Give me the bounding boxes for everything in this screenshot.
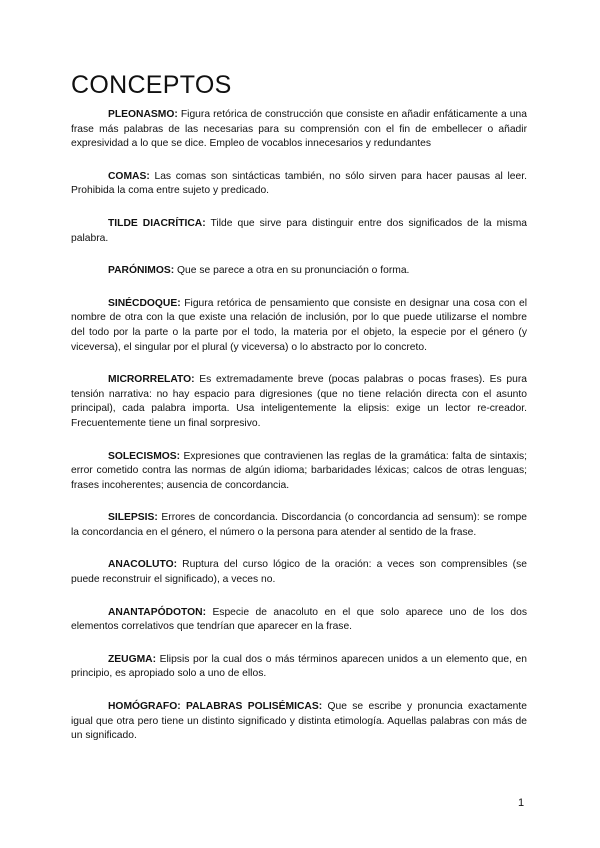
entry-term: SINÉCDOQUE: [108,297,181,309]
entry-term: ZEUGMA: [108,653,157,665]
entry-term: COMAS: [108,170,150,182]
entry-zeugma [71,653,527,682]
entry-definition: Que se parece a otra en su pronunciación o forma. [174,265,410,277]
entry-anacoluto [71,558,527,587]
entry-definition: Especie de anacoluto en el que solo aparece uno de los dos elementos correlativos que tendrían que aparecer en la frase. [71,606,527,633]
entry-definition: Expresiones que contravienen las reglas de la gramática: falta de sintaxis; error cometido contra las normas de algún idioma; barbaridades léxicas; calcos de otras lenguas; frases incoherentes; ausencia de concordancia. [71,450,527,491]
entry-definition: Las comas son sintácticas también, no sólo sirven para hacer pausas al leer. Prohibida la coma entre sujeto y predicado. [71,170,527,197]
entry-term: ANACOLUTO: [108,559,178,571]
entry-comas [71,170,527,199]
entry-term: ANANTAPÓDOTON: [108,606,207,618]
concepts-list [71,108,527,762]
entry-definition: Figura retórica de pensamiento que consiste en designar una cosa con el nombre de otra con la que existe una relación de inclusión, por lo que puede utilizarse el nombre del todo por la parte o la parte por el todo, la materia por el objeto, la especie por el género (y viceversa), el singular por el plural (y viceversa) o lo abstracto por lo concreto. [71,297,527,353]
entry-term: TILDE DIACRÍTICA: [108,217,206,229]
entry-microrrelato [71,373,527,431]
entry-term: SOLECISMOS: [108,450,181,462]
page-title: CONCEPTOS [71,71,232,99]
entry-definition: Que se escribe y pronuncia exactamente igual que otra pero tiene un distinto significado y distinta etimología. Aquellas palabras con más de un significado. [71,701,527,742]
entry-tilde-diacritica [71,217,527,246]
entry-definition: Tilde que sirve para distinguir entre dos significados de la misma palabra. [71,217,527,244]
entry-paronimos [71,264,527,279]
entry-sinecdoque [71,297,527,355]
entry-definition: Elipsis por la cual dos o más términos aparecen unidos a un elemento que, en principio, es apropiado solo a uno de ellos. [71,653,527,680]
entry-definition: Ruptura del curso lógico de la oración: a veces son comprensibles (se puede reconstruir el significado), a veces no. [71,559,527,586]
entry-homografo [71,700,527,744]
entry-solecismos [71,450,527,494]
entry-definition: Es extremadamente breve (pocas palabras o pocas frases). Es pura tensión narrativa: no hay espacio para digresiones (que no tiene relación directa con el asunto principal), cada palabra importa. Usa inteligentemente la elipsis: exige un lector re-creador. Frecuentemente tiene un final sorpresivo. [71,374,527,429]
page-number: 1 [518,797,525,809]
entry-definition: Figura retórica de construcción que consiste en añadir enfáticamente a una frase más palabras de las necesarias para su comprensión con el fin de embellecer o añadir expresividad a lo que se dice. Empleo de vocablos innecesarios y redundantes [71,109,527,150]
entry-term: HOMÓGRAFO: PALABRAS POLISÉMICAS: [108,701,323,713]
entry-anantapodoton [71,606,527,635]
entry-pleonasmo [71,108,527,152]
entry-term: PARÓNIMOS: [108,265,175,277]
entry-term: SILEPSIS: [108,512,158,524]
entry-term: PLEONASMO: [108,109,178,120]
entry-term: MICRORRELATO: [108,374,195,386]
entry-silepsis [71,511,527,540]
entry-definition: Errores de concordancia. Discordancia (o concordancia ad sensum): se rompe la concordancia en el género, el número o la persona para atender al sentido de la frase. [71,512,527,538]
